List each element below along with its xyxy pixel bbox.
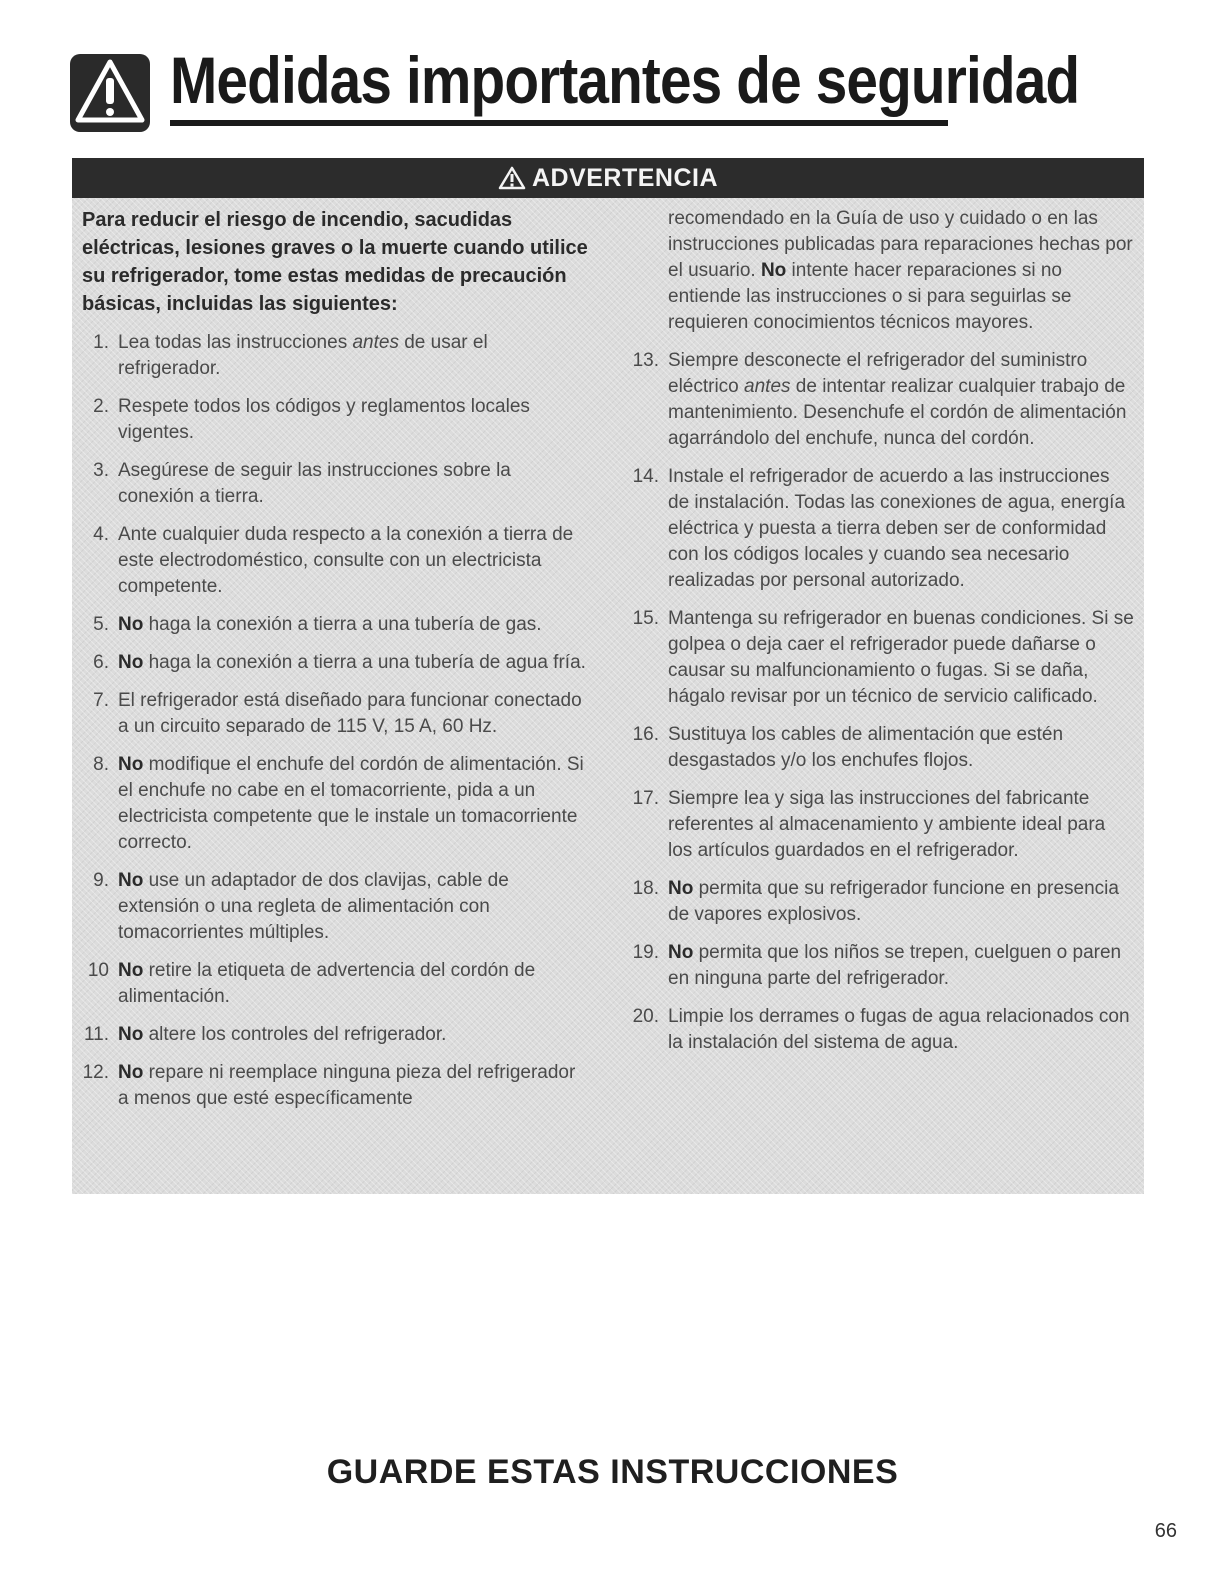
item-number: 6. [93, 652, 109, 673]
item-text: Sustituya los cables de alimentación que estén desgastados y/o los enchufes flojos. [668, 724, 1064, 771]
item-number: 13. [632, 350, 659, 371]
item-text: No haga la conexión a tierra a una tubería de agua fría. [118, 652, 586, 673]
list-item [632, 1004, 1134, 1056]
page-title: Medidas importantes de seguridad [170, 43, 1080, 117]
list-item [632, 464, 1134, 594]
item-number: 3. [93, 460, 109, 481]
item-number: 12. [82, 1062, 109, 1083]
item-number: 11. [83, 1024, 109, 1045]
item-text: No permita que su refrigerador funcione en presencia de vapores explosivos. [668, 878, 1119, 925]
item-number: 1. [93, 332, 109, 353]
list-item [82, 1022, 590, 1048]
item-text: No repare ni reemplace ninguna pieza del refrigerador a menos que esté específicamente [118, 1062, 576, 1109]
item-number: 2. [93, 396, 109, 417]
list-item [82, 688, 590, 740]
item-text: Siempre desconecte el refrigerador del suministro eléctrico antes de intentar realizar cualquier trabajo de mantenimiento. Desenchufe el cordón de alimentación agarrándolo del enchufe, nunca del cordón. [668, 350, 1127, 449]
list-item [82, 522, 590, 600]
warning-triangle-icon [498, 166, 526, 190]
item-number: 14. [632, 466, 659, 487]
item-text: Lea todas las instrucciones antes de usar el refrigerador. [118, 332, 488, 379]
list-item [82, 394, 590, 446]
item-number: 20. [632, 1006, 659, 1027]
item-number: 16. [632, 724, 659, 745]
item-number: 10 [87, 960, 109, 981]
item-text: Instale el refrigerador de acuerdo a las instrucciones de instalación. Todas las conexiones de agua, energía eléctrica y puesta a tierra deben ser de conformidad con los códigos locales y cuando sea necesario realizadas por personal autorizado. [668, 466, 1126, 591]
item-text: Limpie los derrames o fugas de agua relacionados con la instalación del sistema de agua. [668, 1006, 1130, 1053]
list-item [632, 606, 1134, 710]
item-12-continued: recomendado en la Guía de uso y cuidado o en las instrucciones publicadas para reparaciones hechas por el usuario. No intente hacer reparaciones si no entiende las instrucciones o si para seguirlas se requieren conocimientos técnicos mayores. [668, 208, 1133, 333]
list-item [82, 330, 590, 382]
item-text: No altere los controles del refrigerador. [118, 1024, 447, 1045]
item-text: Siempre lea y siga las instrucciones del fabricante referentes al almacenamiento y ambiente ideal para los artículos guardados en el refrigerador. [668, 788, 1106, 861]
item-number: 17. [632, 788, 659, 809]
item-text: No use un adaptador de dos clavijas, cable de extensión o una regleta de alimentación con tomacorrientes múltiples. [118, 870, 509, 943]
list-item [632, 722, 1134, 774]
item-number: 4. [93, 524, 109, 545]
list-item [82, 650, 590, 676]
item-text: No permita que los niños se trepen, cuelguen o paren en ninguna parte del refrigerador. [668, 942, 1122, 989]
list-item [82, 958, 590, 1010]
left-column [82, 206, 590, 1124]
list-item [82, 458, 590, 510]
title-underline [170, 120, 948, 126]
warning-panel [72, 158, 1144, 1194]
right-column [632, 206, 1134, 1068]
item-number: 18. [632, 878, 659, 899]
item-text: No modifique el enchufe del cordón de alimentación. Si el enchufe no cabe en el tomacorriente, pida a un electricista competente que le instale un tomacorriente correcto. [118, 754, 584, 853]
list-item [82, 612, 590, 638]
banner-label: ADVERTENCIA [531, 163, 719, 192]
list-item [82, 1060, 590, 1112]
item-number: 5. [93, 614, 109, 635]
item-text: No haga la conexión a tierra a una tubería de gas. [118, 614, 542, 635]
item-text: Asegúrese de seguir las instrucciones sobre la conexión a tierra. [118, 460, 511, 507]
item-text: Mantenga su refrigerador en buenas condiciones. Si se golpea o deja caer el refrigerador puede dañarse o causar su malfuncionamiento o fugas. Si se daña, hágalo revisar por un técnico de servicio calificado. [668, 608, 1134, 707]
item-number: 7. [93, 690, 109, 711]
list-item [632, 940, 1134, 992]
page-header [70, 43, 1080, 136]
list-item [632, 348, 1134, 452]
item-text: Ante cualquier duda respecto a la conexión a tierra de este electrodoméstico, consulte con un electricista competente. [118, 524, 574, 597]
list-item [82, 868, 590, 946]
item-number: 19. [632, 942, 659, 963]
page-number: 66 [1154, 1520, 1177, 1542]
item-text: El refrigerador está diseñado para funcionar conectado a un circuito separado de 115 V, 15 A, 60 Hz. [118, 690, 582, 737]
warning-banner [72, 158, 1144, 198]
list-item [632, 786, 1134, 864]
item-text: Respete todos los códigos y reglamentos locales vigentes. [118, 396, 530, 443]
item-number: 9. [93, 870, 109, 891]
list-item [82, 752, 590, 856]
warning-triangle-icon [70, 54, 150, 132]
list-item [632, 876, 1134, 928]
item-number: 8. [93, 754, 109, 775]
footer-title: GUARDE ESTAS INSTRUCCIONES [326, 1453, 899, 1491]
item-number: 15. [632, 608, 659, 629]
intro-text: Para reducir el riesgo de incendio, sacudidas eléctricas, lesiones graves o la muerte cuando utilice su refrigerador, tome estas medidas de precaución básicas, incluidas las siguientes: [82, 209, 588, 315]
item-text: No retire la etiqueta de advertencia del cordón de alimentación. [118, 960, 536, 1007]
